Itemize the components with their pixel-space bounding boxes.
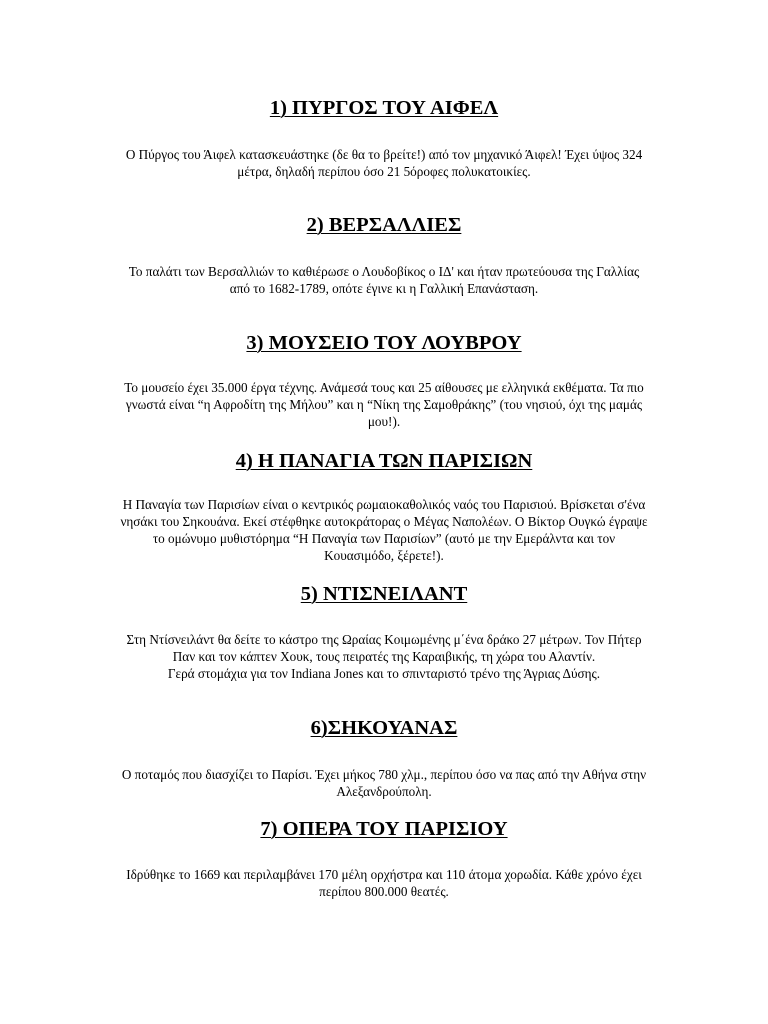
section-4-line-4: Κουασιμόδο, ξέρετε!). (324, 548, 444, 563)
section-4-line-2: νησάκι του Σηκουάνα. Εκεί στέφθηκε αυτοκράτορας ο Μέγας Ναπολέων. Ο Βίκτορ Ουγκώ έγραψε (120, 514, 648, 529)
section-7-line-1: Ιδρύθηκε το 1669 και περιλαμβάνει 170 μέλη ορχήστρα και 110 άτομα χορωδία. Κάθε χρόνο έχει (126, 867, 642, 882)
section-1-paragraph (40, 146, 728, 180)
section-3-line-1: Το μουσείο έχει 35.000 έργα τέχνης. Ανάμεσά τους και 25 αίθουσες με ελληνικά εκθέματα. Τα πιο (124, 380, 644, 395)
section-3-paragraph (40, 379, 728, 430)
section-6-heading: 6)ΣΗΚΟΥΑΝΑΣ (310, 717, 458, 739)
section-4-paragraph (40, 496, 728, 564)
section-2-line-1: Το παλάτι των Βερσαλλιών το καθιέρωσε ο Λουδοβίκος ο ΙΔ' και ήταν πρωτεύουσα της Γαλλίας (128, 264, 640, 279)
section-2-line-2: από το 1682-1789, οπότε έγινε κι η Γαλλική Επανάσταση. (229, 281, 539, 296)
section-1-line-1: Ο Πύργος του Άιφελ κατασκευάστηκε (δε θα το βρείτε!) από τον μηχανικό Άιφελ! Έχει ύψος 324 (125, 147, 643, 162)
section-5-paragraph (40, 631, 728, 682)
section-7-heading: 7) ΟΠΕΡΑ ΤΟΥ ΠΑΡΙΣΙΟΥ (260, 818, 508, 840)
section-3-line-3: μου!). (367, 414, 401, 429)
section-5-line-2: Παν και τον κάπτεν Χουκ, τους πειρατές της Καραιβικής, τη χώρα του Αλαντίν. (172, 649, 596, 664)
section-7-paragraph (40, 866, 728, 900)
section-1-line-2: μέτρα, δηλαδή περίπου όσο 21 5όροφες πολυκατοικίες. (237, 164, 531, 179)
section-6-paragraph (40, 766, 728, 800)
section-3-line-2: γνωστά είναι “η Αφροδίτη της Μήλου” και η “Νίκη της Σαμοθράκης” (του νησιού, όχι της μαμάς (125, 397, 643, 412)
section-6-line-1: Ο ποταμός που διασχίζει το Παρίσι. Έχει μήκος 780 χλμ., περίπου όσο να πας από την Αθήνα στην (121, 767, 647, 782)
section-6-line-2: Αλεξανδρούπολη. (336, 784, 432, 799)
section-5-line-3: Γερά στομάχια για τον Indiana Jones και το σπινταριστό τρένο της Άγριας Δύσης. (167, 666, 601, 681)
section-2-heading: 2) ΒΕΡΣΑΛΛΙΕΣ (306, 214, 462, 236)
section-5-heading: 5) ΝΤΙΣΝΕΙΛΑΝΤ (300, 583, 468, 605)
section-2-paragraph (40, 263, 728, 297)
section-3-heading: 3) ΜΟΥΣΕΙΟ ΤΟΥ ΛΟΥΒΡΟΥ (246, 332, 522, 354)
section-5-line-1: Στη Ντίσνειλάντ θα δείτε το κάστρο της Ωραίας Κοιμωμένης μ΄ένα δράκο 27 μέτρων. Τον Πήτερ (126, 632, 642, 647)
section-4-heading: 4) Η ΠΑΝΑΓΙΑ ΤΩΝ ΠΑΡΙΣΙΩΝ (235, 450, 533, 472)
section-4-line-1: Η Παναγία των Παρισίων είναι ο κεντρικός ρωμαιοκαθολικός ναός του Παρισιού. Βρίσκεται σ'ένα (122, 497, 646, 512)
section-1-heading: 1) ΠΥΡΓΟΣ ΤΟΥ ΑΙΦΕΛ (269, 97, 499, 119)
section-7-line-2: περίπου 800.000 θεατές. (319, 884, 449, 899)
section-4-line-3: το ομώνυμο μυθιστόρημα “Η Παναγία των Παρισίων” (αυτό με την Εμεράλντα και τον (152, 531, 616, 546)
